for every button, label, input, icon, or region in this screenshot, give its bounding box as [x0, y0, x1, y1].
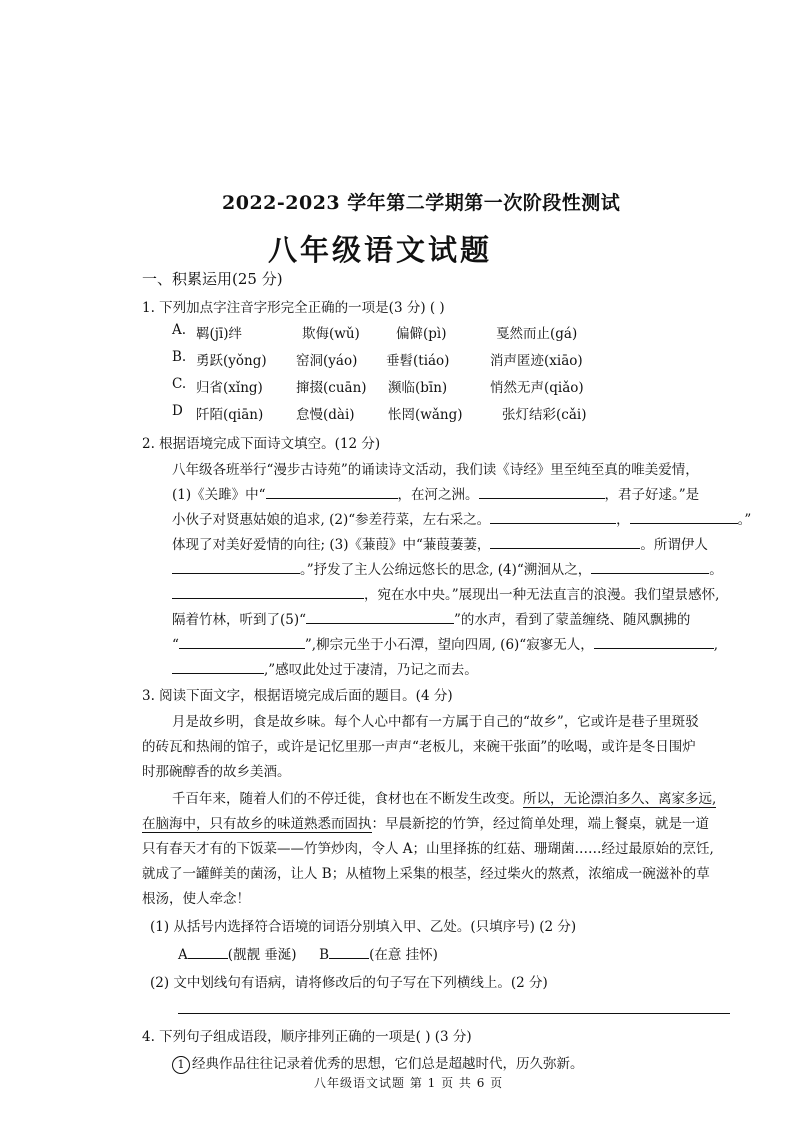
- answer-label: B: [319, 947, 330, 963]
- fill-blank[interactable]: [306, 611, 454, 624]
- option-d-item: 阡陌(qiān): [196, 407, 264, 423]
- passage-line: 的砖瓦和热闹的馆子，或许是记忆里那一声声“老板儿，来碗干张面”的吆喝，或许是冬日围炉: [142, 739, 696, 755]
- fill-blank[interactable]: [490, 536, 640, 549]
- poem-fill-text: “: [172, 637, 179, 653]
- fill-blank[interactable]: [630, 511, 738, 524]
- poem-fill-text: ”,柳宗元坐于小石潭，望向四周, (6)“寂寥无人，: [304, 637, 594, 653]
- poem-fill-text: ，在河之洲。: [397, 487, 479, 503]
- option-b-item: 勇跃(yǒng): [196, 353, 267, 369]
- poem-fill-text: 。所谓伊人: [640, 537, 708, 553]
- fill-blank[interactable]: [179, 636, 305, 649]
- poem-fill-text: 。”: [737, 512, 752, 528]
- passage-line: [142, 812, 709, 832]
- poem-fill-line: [172, 608, 690, 628]
- poem-fill-line: [172, 508, 751, 528]
- answer-write-line[interactable]: [178, 1013, 730, 1014]
- question-3-sub1: (1) 从括号内选择符合语境的词语分别填入甲、乙处。(只填序号) (2 分): [150, 919, 577, 935]
- question-3-stem: 3. 阅读下面文字，根据语境完成后面的题目。(4 分): [142, 688, 453, 704]
- word-choices: (靓靓 垂涎): [227, 947, 297, 963]
- poem-fill-text: ”的水声，看到了蒙盖缠绕、随风飘拂的: [454, 612, 691, 628]
- poem-fill-text: 隔着竹林，听到了(5)“: [172, 612, 307, 628]
- fill-blank[interactable]: [490, 511, 616, 524]
- poem-fill-line: [172, 483, 699, 503]
- answer-label: A: [178, 947, 188, 963]
- poem-fill-text: (1)《关雎》中“: [172, 487, 266, 503]
- option-a-item: 戛然而止(gá): [496, 326, 578, 342]
- poem-fill-text: 体现了对美好爱情的向往; (3)《蒹葭》中“蒹葭萋萋，: [172, 537, 491, 553]
- option-c-item: 归省(xǐng): [196, 380, 263, 396]
- passage-line: 根汤，使人牵念！: [142, 891, 250, 907]
- option-c-item: 濒临(bīn): [388, 380, 448, 396]
- sentence-item: [172, 1052, 584, 1074]
- poem-fill-text: ,: [713, 637, 719, 653]
- fill-blank[interactable]: [329, 946, 369, 959]
- fill-blank[interactable]: [479, 486, 605, 499]
- underlined-sentence: 在脑海中，只有故乡的味道熟悉而固执: [142, 816, 372, 832]
- fill-blank[interactable]: [172, 661, 264, 674]
- circled-number: 1: [172, 1056, 190, 1074]
- passage-text: ：早晨新挖的竹笋，经过简单处理，端上餐桌，就是一道: [371, 816, 709, 832]
- fill-blank[interactable]: [591, 561, 709, 574]
- answer-line: [178, 943, 438, 963]
- poem-fill-line: [172, 658, 478, 678]
- option-d-item: 怅罔(wǎng): [388, 407, 463, 423]
- option-a-item: 偏僻(pì): [396, 326, 447, 342]
- option-d-item: 怠慢(dài): [296, 407, 355, 423]
- poem-fill-text: ,”感叹此处过于凄清，乃记之而去。: [264, 662, 478, 678]
- section-heading: 一、积累运用(25 分): [142, 270, 283, 288]
- option-b-item: 窑洞(yáo): [296, 353, 358, 369]
- poem-fill-line: [172, 533, 708, 553]
- passage-line: [172, 787, 716, 807]
- exam-subtitle: 八年级语文试题: [268, 233, 493, 267]
- option-c-item: 撺掇(cuān): [296, 380, 367, 396]
- option-b-label: B.: [172, 349, 187, 365]
- poem-fill-line: 八年级各班举行“漫步古诗苑”的诵读诗文活动，我们读《诗经》里至纯至真的唯美爱情，: [172, 462, 699, 478]
- word-choices: (在意 挂怀): [369, 947, 438, 963]
- question-3-sub2: (2) 文中划线句有语病，请将修改后的句子写在下列横线上。(2 分): [150, 975, 548, 991]
- poem-fill-line: [172, 583, 719, 603]
- passage-text: 千百年来，随着人们的不停迁徙，食材也在不断发生改变。: [172, 791, 523, 807]
- passage-line: 时那碗醇香的故乡美酒。: [142, 764, 291, 780]
- option-a-label: A.: [172, 322, 187, 338]
- question-4-stem: 4. 下列句子组成语段，顺序排列正确的一项是( ) (3 分): [142, 1029, 472, 1045]
- option-d-item: 张灯结彩(cǎi): [502, 407, 587, 423]
- option-c-item: 悄然无声(qiǎo): [490, 380, 584, 396]
- fill-blank[interactable]: [594, 636, 714, 649]
- fill-blank[interactable]: [266, 486, 398, 499]
- poem-fill-text: 。: [709, 562, 723, 578]
- poem-fill-text: ，: [616, 512, 630, 528]
- option-d-label: D: [172, 403, 183, 419]
- question-1-stem: 1. 下列加点字注音字形完全正确的一项是(3 分) ( ): [142, 300, 445, 316]
- poem-fill-line: [172, 633, 718, 653]
- exam-title: 2022-2023 学年第二学期第一次阶段性测试: [222, 192, 621, 214]
- option-b-item: 垂髫(tiáo): [386, 353, 450, 369]
- option-a-item: 欺侮(wǔ): [302, 326, 360, 342]
- option-a-item: 羁(jī)绊: [196, 326, 243, 342]
- passage-line: 只有春天才有的下饭菜——竹笋炒肉，令人 A；山里择拣的红菇、珊瑚菌……经过最原始的烹饪,: [142, 841, 714, 857]
- poem-fill-line: [172, 558, 723, 578]
- poem-fill-text: ，君子好逑。”是: [604, 487, 700, 503]
- passage-line: 就成了一罐鲜美的菌汤，让人 B；从植物上采集的根茎，经过柴火的熬煮，浓缩成一碗滋补的草: [142, 866, 710, 882]
- option-b-item: 消声匿迹(xiāo): [490, 353, 583, 369]
- sentence-text: 经典作品往往记录着优秀的思想，它们总是超越时代，历久弥新。: [192, 1056, 584, 1072]
- passage-line: 月是故乡明，食是故乡味。每个人心中都有一方属于自己的“故乡”，它或许是巷子里斑驳: [172, 714, 699, 730]
- option-c-label: C.: [172, 376, 187, 392]
- poem-fill-text: ，宛在水中央。”展现出一种无法直言的浪漫。我们望景感怀,: [364, 587, 720, 603]
- fill-blank[interactable]: [172, 561, 300, 574]
- page-footer: 八年级语文试题 第 1 页 共 6 页: [314, 1076, 504, 1090]
- poem-fill-text: 小伙子对贤惠姑娘的追求, (2)“参差荇菜，左右采之。: [172, 512, 491, 528]
- underlined-sentence: 所以，无论漂泊多久、离家多远,: [523, 791, 717, 807]
- fill-blank[interactable]: [188, 946, 228, 959]
- question-2-stem: 2. 根据语境完成下面诗文填空。(12 分): [142, 436, 381, 452]
- poem-fill-text: 。”抒发了主人公绵远悠长的思念, (4)“溯洄从之，: [300, 562, 592, 578]
- fill-blank[interactable]: [172, 586, 364, 599]
